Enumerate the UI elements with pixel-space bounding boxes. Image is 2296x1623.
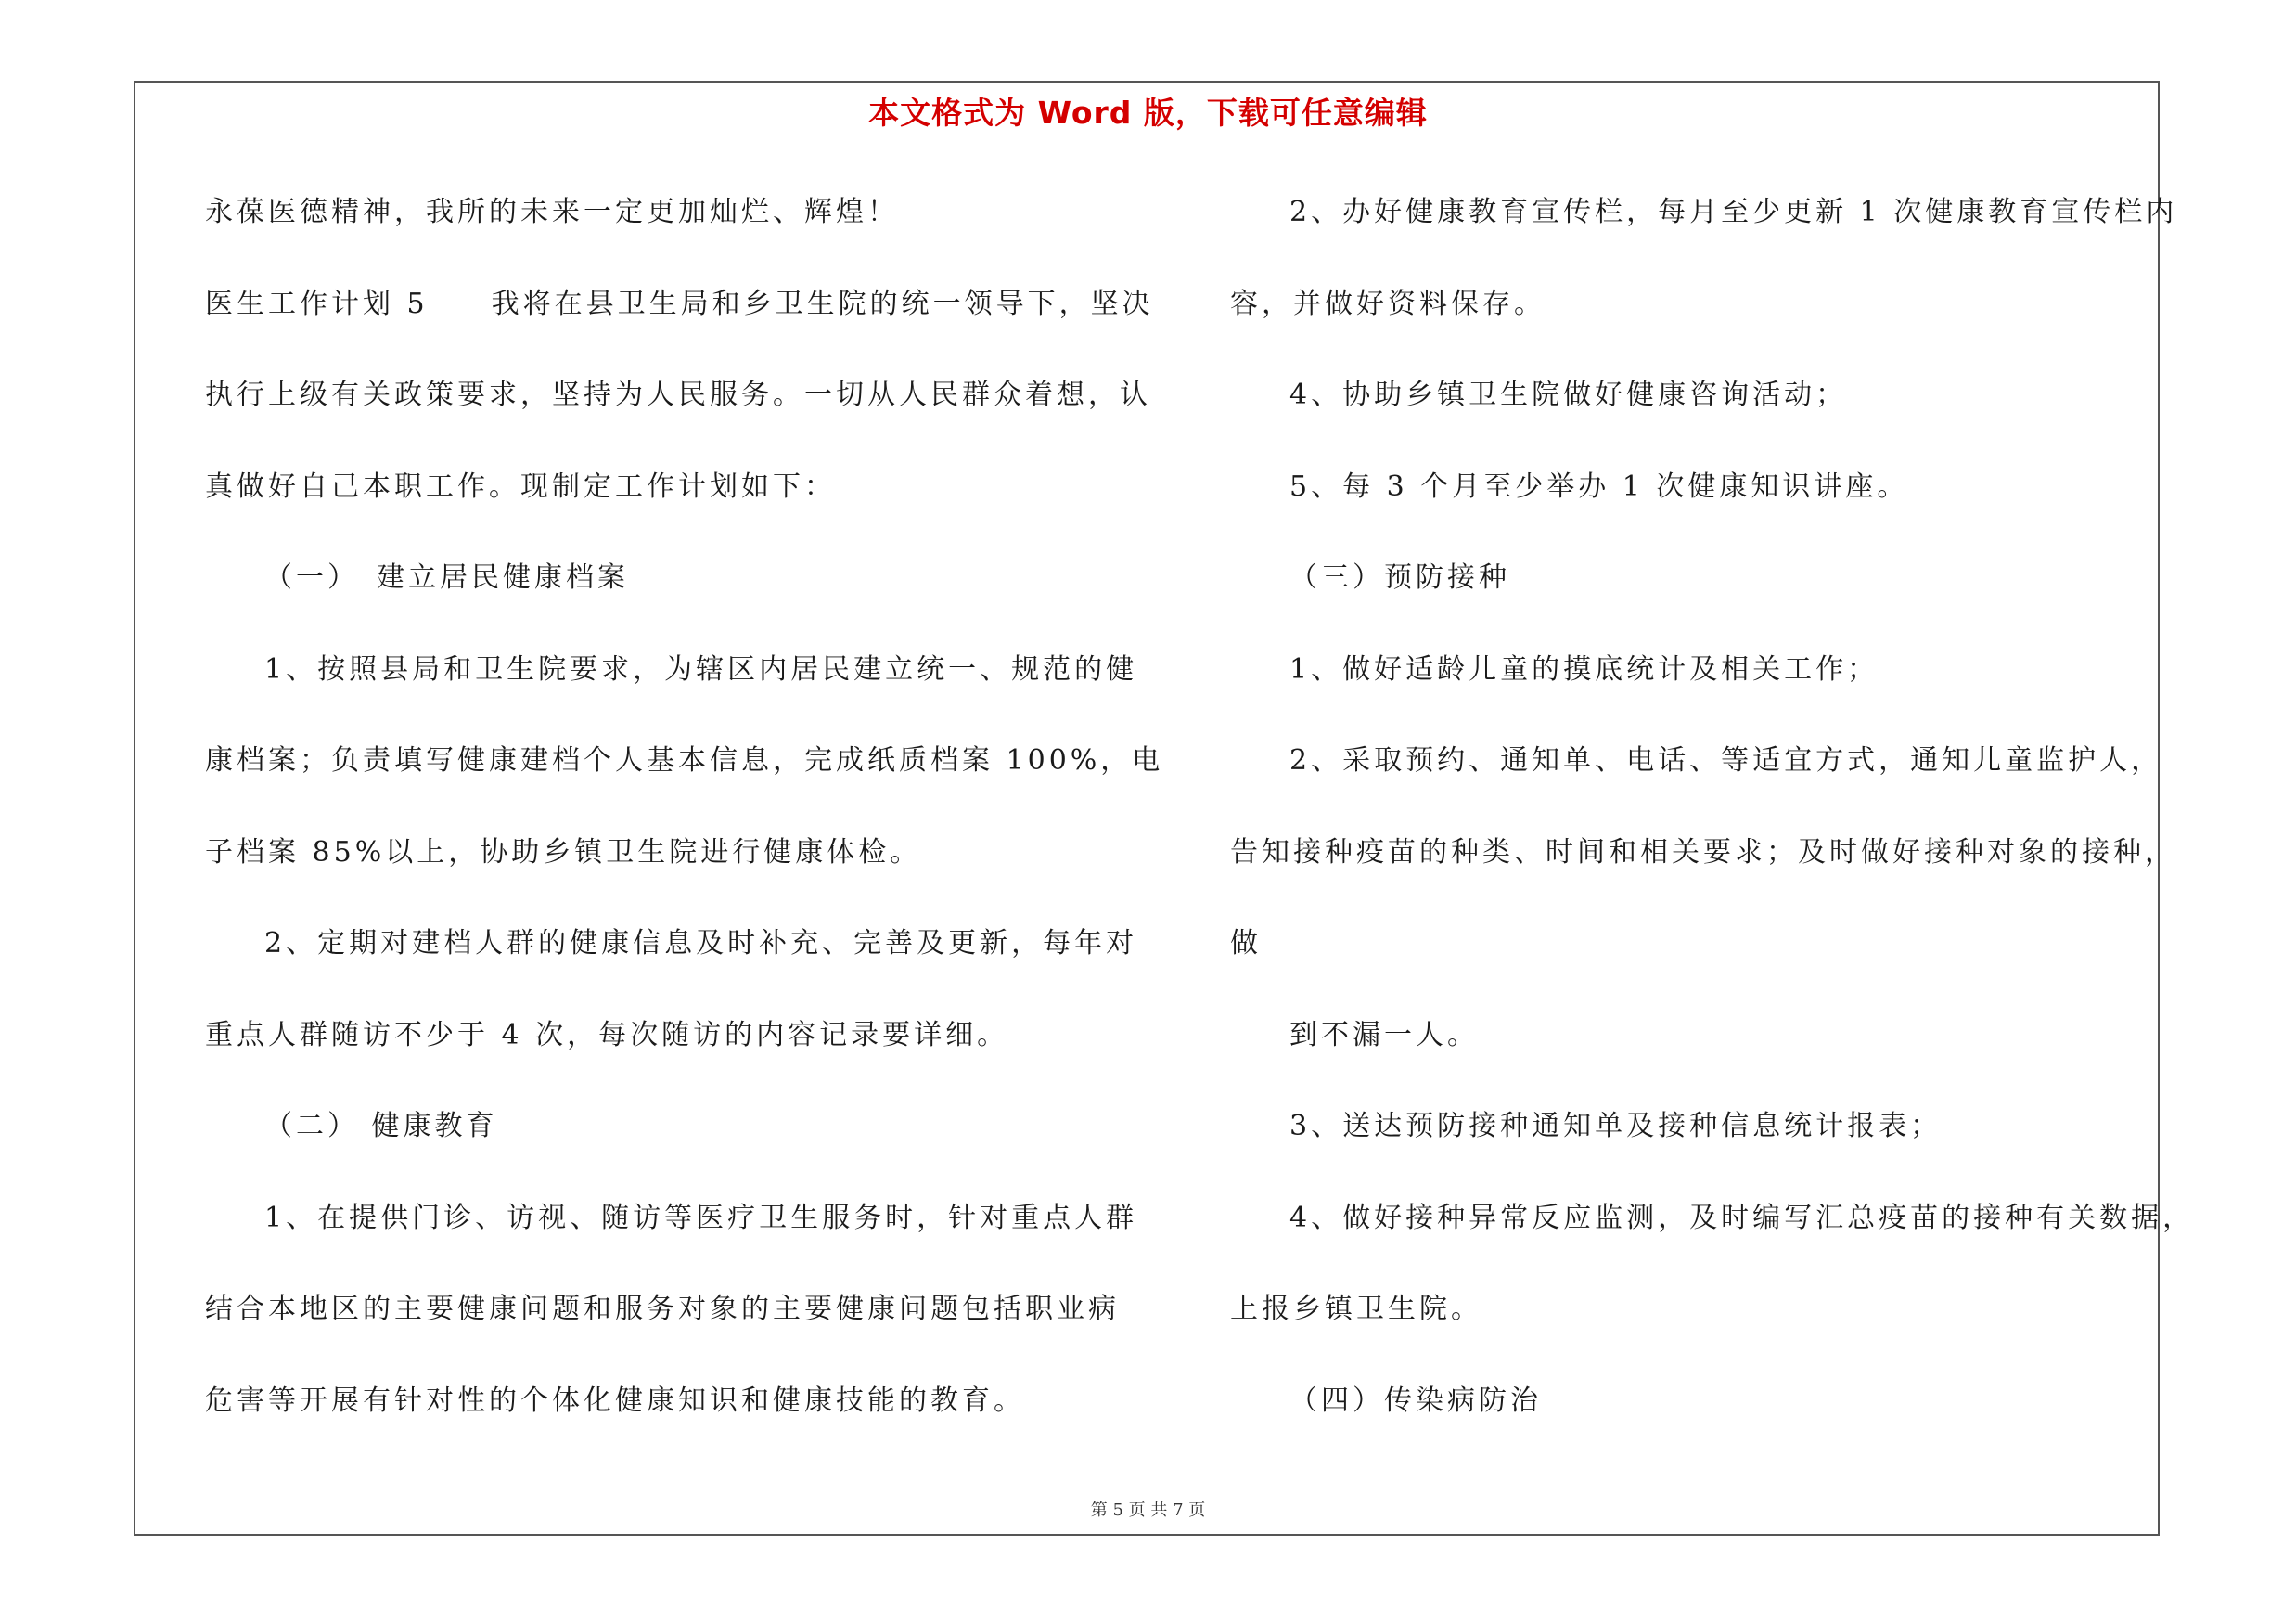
- paragraph-line: 危害等开展有针对性的个体化健康知识和健康技能的教育。: [205, 1384, 1025, 1417]
- paragraph-line: 重点人群随访不少于 4 次，每次随访的内容记录要详细。: [205, 1018, 1009, 1051]
- page-number-footer: 第 5 页 共 7 页: [1090, 1501, 1206, 1520]
- paragraph-line: 1、按照县局和卫生院要求，为辖区内居民建立统一、规范的健: [264, 652, 1138, 686]
- paragraph-line: （四）传染病防治: [1289, 1384, 1542, 1417]
- paragraph-line: 真做好自己本职工作。现制定工作计划如下：: [205, 470, 836, 503]
- paragraph-line: 到不漏一人。: [1289, 1018, 1479, 1051]
- paragraph-line: 2、采取预约、通知单、电话、等适宜方式，通知儿童监护人，: [1289, 744, 2163, 777]
- paragraph-line: 康档案；负责填写健康建档个人基本信息，完成纸质档案 100%，电: [205, 744, 1164, 777]
- paragraph-line: 医生工作计划 5 我将在县卫生局和乡卫生院的统一领导下，坚决: [205, 287, 1154, 320]
- paragraph-line: 子档案 85%以上，协助乡镇卫生院进行健康体检。: [205, 835, 922, 869]
- right-column: [1230, 185, 2195, 1464]
- paragraph-line: 4、做好接种异常反应监测，及时编写汇总疫苗的接种有关数据，: [1289, 1201, 2195, 1234]
- paragraph-line: 3、送达预防接种通知单及接种信息统计报表；: [1289, 1110, 1943, 1142]
- paragraph-line: 执行上级有关政策要求，坚持为人民服务。一切从人民群众着想，认: [205, 379, 1151, 411]
- paragraph-line: 上报乡镇卫生院。: [1230, 1293, 1482, 1325]
- paragraph-line: （一） 建立居民健康档案: [264, 561, 629, 594]
- paragraph-line: （三）预防接种: [1289, 561, 1510, 594]
- paragraph-line: 2、定期对建档人群的健康信息及时补充、完善及更新，每年对: [264, 927, 1138, 960]
- paragraph-line: 1、在提供门诊、访视、随访等医疗卫生服务时，针对重点人群: [264, 1201, 1138, 1234]
- paragraph-line: 1、做好适龄儿童的摸底统计及相关工作；: [1289, 652, 1879, 686]
- paragraph-line: 告知接种疫苗的种类、时间和相关要求；及时做好接种对象的接种，: [1230, 835, 2176, 869]
- paragraph-line: （二） 健康教育: [264, 1110, 498, 1142]
- paragraph-line: 结合本地区的主要健康问题和服务对象的主要健康问题包括职业病: [205, 1293, 1120, 1325]
- paragraph-line: 5、每 3 个月至少举办 1 次健康知识讲座。: [1289, 470, 1909, 503]
- paragraph-line: 容，并做好资料保存。: [1230, 287, 1546, 320]
- paragraph-line: 2、办好健康教育宣传栏，每月至少更新 1 次健康教育宣传栏内: [1289, 196, 2178, 228]
- left-column: [205, 185, 1164, 1464]
- paragraph-line: 做: [1230, 927, 1262, 960]
- paragraph-line: 4、协助乡镇卫生院做好健康咨询活动；: [1289, 379, 1848, 411]
- paragraph-line: 永葆医德精神，我所的未来一定更加灿烂、辉煌！: [205, 196, 899, 228]
- format-banner: 本文格式为 Word 版，下载可任意编辑: [868, 95, 1428, 131]
